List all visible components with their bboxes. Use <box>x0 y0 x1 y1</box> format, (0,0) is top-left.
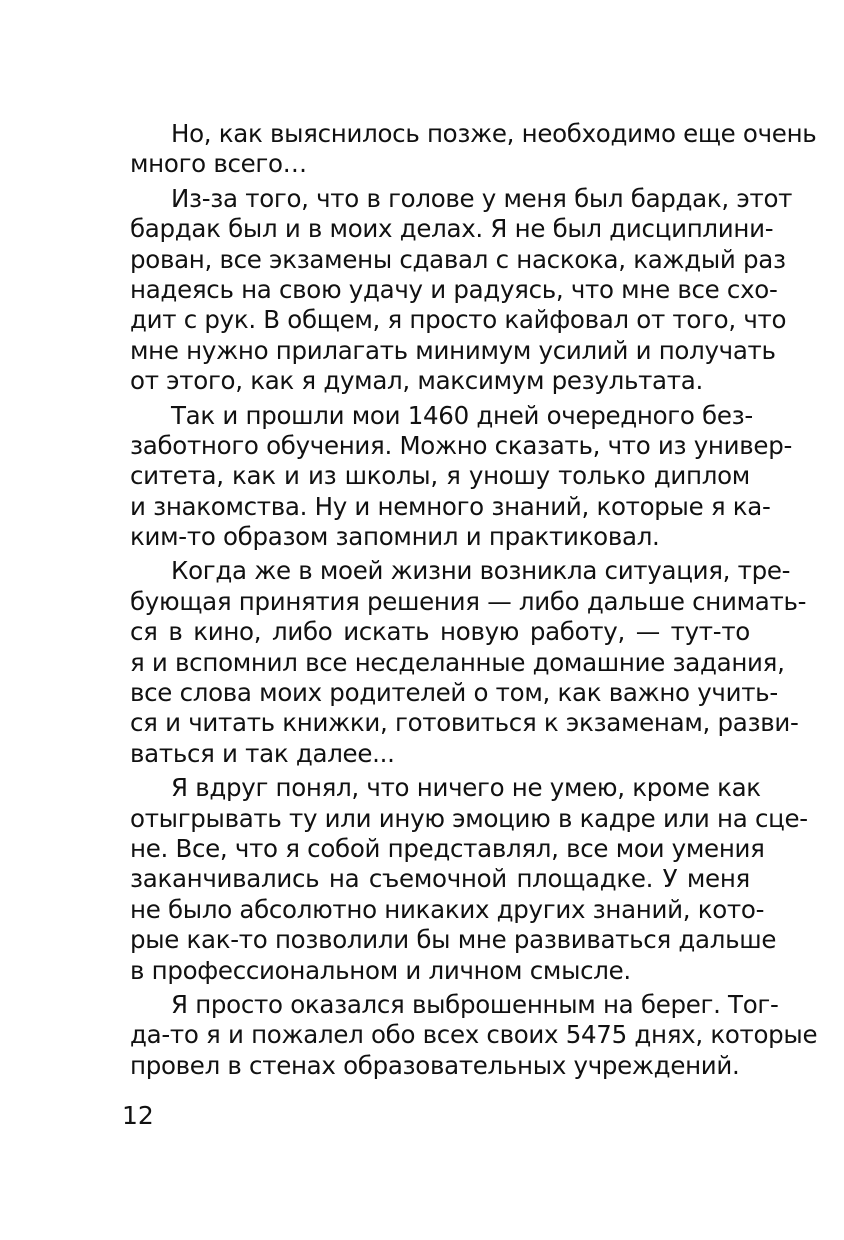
text-line: дит с рук. В общем, я просто кайфовал от того, что <box>130 305 787 335</box>
text-line: рые как-то позволили бы мне развиваться дальше <box>130 925 777 955</box>
text-line: надеясь на свою удачу и радуясь, что мне все схо- <box>130 274 778 304</box>
text-line: Из-за того, что в голове у меня был бардак, этот <box>171 183 793 213</box>
text-line: все слова моих родителей о том, как важно учить- <box>130 678 778 708</box>
text-line: заканчивались на съемочной площадке. У меня <box>130 864 750 894</box>
text-line: ситета, как и из школы, я уношу только диплом <box>130 461 750 491</box>
text-line: не было абсолютно никаких других знаний, кото- <box>130 894 765 924</box>
text-line: Когда же в моей жизни возникла ситуация, тре- <box>171 556 791 586</box>
paragraph <box>130 556 807 769</box>
text-line: Но, как выяснилось позже, необходимо еще очень <box>171 119 817 148</box>
text-line: много всего… <box>130 149 307 179</box>
text-line: бардак был и в моих делах. Я не был дисциплини- <box>130 214 774 244</box>
paragraph <box>130 989 818 1081</box>
text-line: ся в кино, либо искать новую работу, — тут-то <box>130 617 750 647</box>
text-line: и знакомства. Ну и немного знаний, которые я ка- <box>130 491 771 521</box>
text-line: заботного обучения. Можно сказать, что из универ- <box>130 430 792 460</box>
text-line: от этого, как я думал, максимум результата. <box>130 366 703 396</box>
text-line: мне нужно прилагать минимум усилий и получать <box>130 335 776 365</box>
text-line: ким-то образом запомнил и практиковал. <box>130 522 660 552</box>
text-line: не. Все, что я собой представлял, все мои умения <box>130 833 765 863</box>
text-line: ся и читать книжки, готовиться к экзаменам, разви- <box>130 708 799 738</box>
text-line: в профессиональном и личном смысле. <box>130 955 631 985</box>
text-line: да-то я и пожалел обо всех своих 5475 днях, которые <box>130 1020 818 1050</box>
paragraph <box>130 119 817 180</box>
paragraph <box>130 400 792 553</box>
page-number: 12 <box>122 1101 154 1130</box>
paragraph <box>130 773 808 986</box>
text-line: бующая принятия решения — либо дальше снимать- <box>130 586 807 616</box>
paragraph <box>130 183 793 397</box>
text-line: Я просто оказался выброшенным на берег. Тог- <box>171 989 779 1019</box>
text-line: Я вдруг понял, что ничего не умею, кроме как <box>171 773 761 803</box>
text-line: рован, все экзамены сдавал с наскока, каждый раз <box>130 244 786 274</box>
text-line: отыгрывать ту или иную эмоцию в кадре или на сце- <box>130 803 808 833</box>
text-line: я и вспомнил все несделанные домашние задания, <box>130 647 785 677</box>
body-text <box>130 119 818 1085</box>
text-line: Так и прошли мои 1460 дней очередного без- <box>171 400 753 430</box>
text-line: провел в стенах образовательных учреждений. <box>130 1050 740 1080</box>
text-line: ваться и так далее... <box>130 738 395 768</box>
